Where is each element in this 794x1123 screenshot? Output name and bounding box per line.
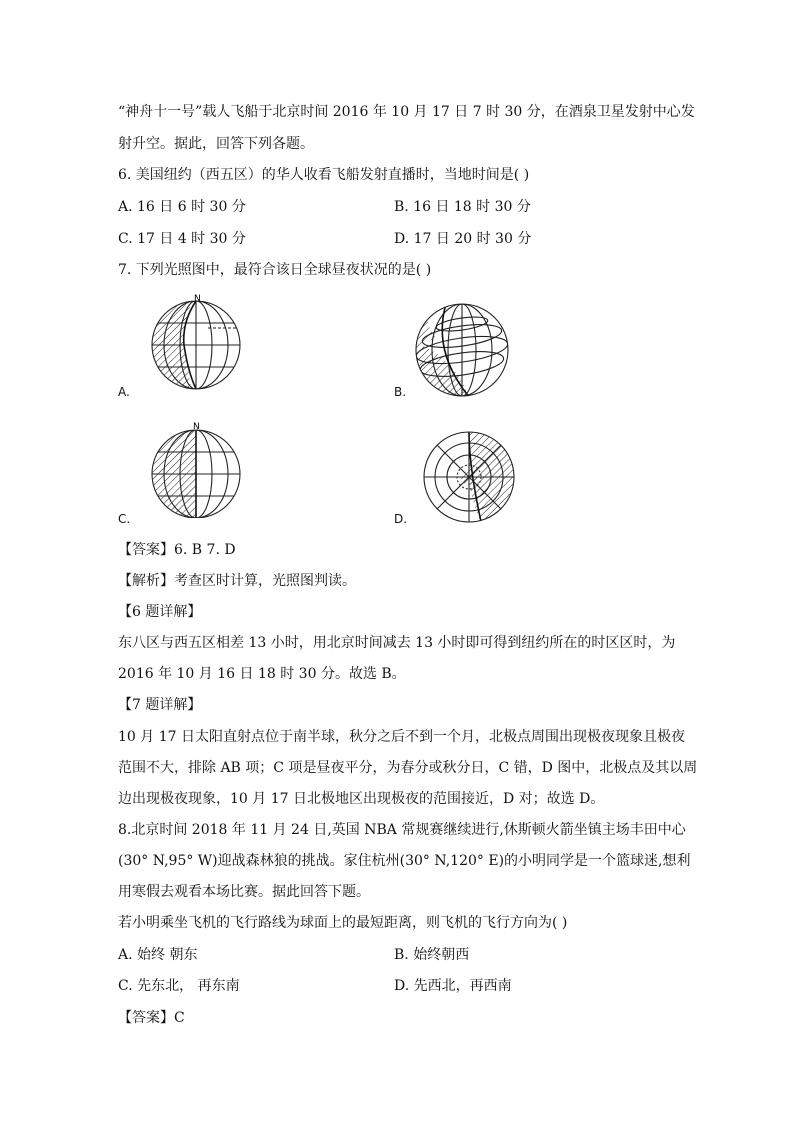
q6-option-b: B. 16 日 18 时 30 分 (394, 199, 531, 215)
q6-option-c: C. 17 日 4 时 30 分 (118, 231, 246, 247)
figure-c-globe (148, 420, 244, 518)
detail-6-line-2: 2016 年 10 月 16 日 18 时 30 分。故选 B。 (118, 666, 406, 682)
north-marker-c: N (193, 422, 200, 432)
q8-stem: 若小明乘坐飞机的飞行路线为球面上的最短距离，则飞机的飞行方向为( ) (118, 915, 568, 931)
detail-7-line-1: 10 月 17 日太阳直射点位于南半球，秋分之后不到一个月，北极点周围出现极夜现象且极夜 (118, 729, 685, 745)
detail-6-line-1: 东八区与西五区相差 13 小时，用北京时间减去 13 小时即可得到纽约所在的时区区时，为 (118, 635, 676, 651)
q8-option-b: B. 始终朝西 (394, 947, 470, 963)
figure-c-label: C. (118, 512, 131, 526)
figure-d-label: D. (394, 512, 408, 526)
q6-option-d: D. 17 日 20 时 30 分 (394, 231, 532, 247)
q8-line-1: 8.北京时间 2018 年 11 月 24 日,英国 NBA 常规赛继续进行,休斯顿火箭坐镇主场丰田中心 (118, 822, 686, 838)
q8-option-c: C. 先东北， 再东南 (118, 978, 240, 994)
q6-stem: 6. 美国纽约（西五区）的华人收看飞船发射直播时，当地时间是( ) (118, 167, 530, 183)
q8-line-3: 用寒假去观看本场比赛。据此回答下题。 (118, 884, 370, 900)
figure-d-globe (420, 428, 518, 526)
detail-7-line-2: 范围不大，排除 AB 项；C 项是昼夜平分，为春分或秋分日，C 错，D 图中，北极点及其以周 (118, 760, 698, 776)
q8-line-2: (30° N,95° W)迎战森林狼的挑战。家住杭州(30° N,120° E)的小明同学是一个篮球迷,想利 (118, 853, 691, 869)
detail-7-heading: 【7 题详解】 (118, 697, 202, 713)
q6-option-a: A. 16 日 6 时 30 分 (118, 199, 246, 215)
detail-6-heading: 【6 题详解】 (118, 604, 202, 620)
answer-8: 【答案】C (118, 1010, 185, 1026)
answer-6-7: 【答案】6. B 7. D (118, 542, 236, 558)
figure-a-globe (148, 292, 244, 390)
analysis-6-7: 【解析】考查区时计算，光照图判读。 (118, 573, 356, 589)
intro-line-1: “神舟十一号”载人飞船于北京时间 2016 年 10 月 17 日 7 时 30 分，在酒泉卫星发射中心发 (118, 104, 695, 120)
q8-option-a: A. 始终 朝东 (118, 947, 198, 963)
figure-b-globe (412, 302, 512, 398)
q8-option-d: D. 先西北，再西南 (394, 978, 512, 994)
figure-b-label: B. (394, 385, 407, 399)
q7-stem: 7. 下列光照图中，最符合该日全球昼夜状况的是( ) (118, 262, 432, 278)
figure-a-label: A. (118, 385, 130, 399)
intro-line-2: 射升空。据此，回答下列各题。 (118, 136, 314, 152)
detail-7-line-3: 边出现极夜现象，10 月 17 日北极地区出现极夜的范围接近，D 对；故选 D。 (118, 791, 605, 807)
north-marker-a: N (194, 294, 201, 304)
